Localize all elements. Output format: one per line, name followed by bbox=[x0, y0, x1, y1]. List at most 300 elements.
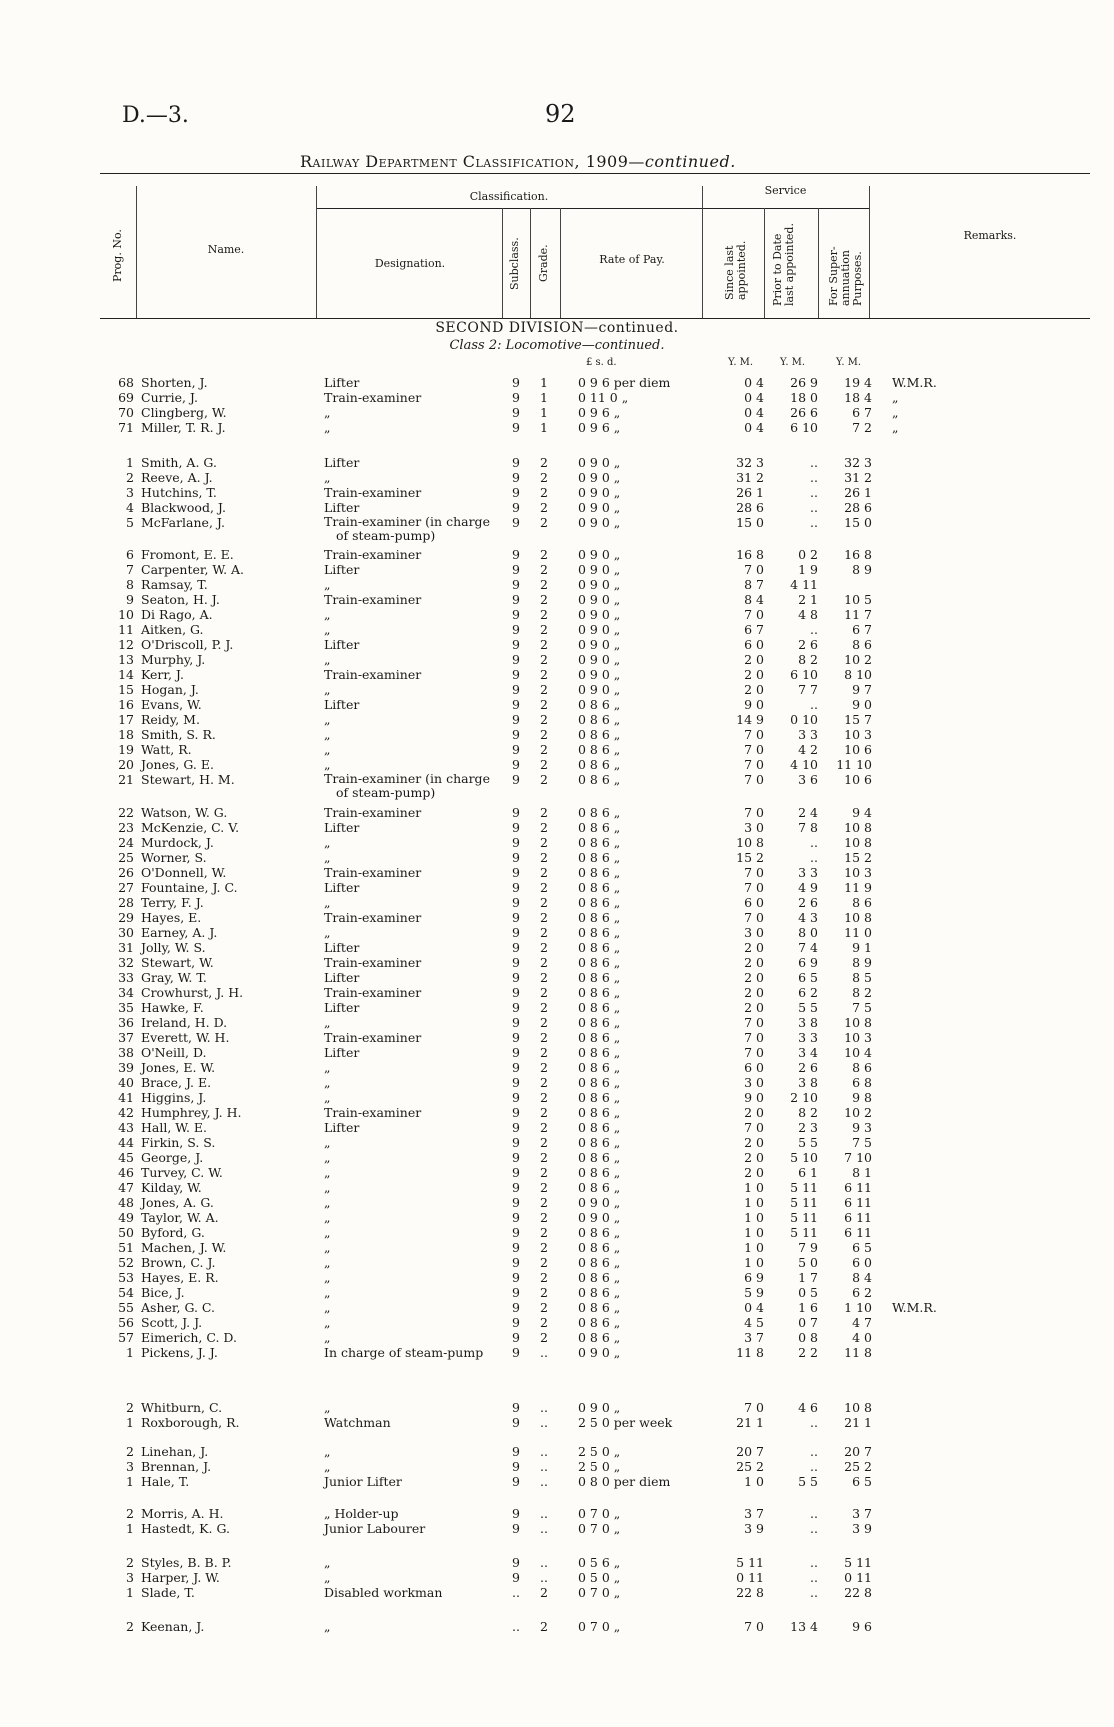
row-remarks: „ bbox=[892, 390, 899, 405]
row-since-last: 7 0 bbox=[744, 865, 764, 880]
row-name: Hale, T. bbox=[141, 1474, 190, 1489]
row-prog-no: 1 bbox=[126, 1345, 134, 1360]
row-rate: 0 8 6 „ bbox=[578, 757, 621, 772]
row-superannuation: 10 8 bbox=[844, 835, 872, 850]
row-designation: „ bbox=[324, 1255, 331, 1270]
row-prog-no: 14 bbox=[118, 667, 134, 682]
row-designation: „ bbox=[324, 727, 331, 742]
row-grade: .. bbox=[540, 1345, 548, 1360]
col-header-name: Name. bbox=[207, 243, 245, 256]
row-grade: 2 bbox=[540, 955, 548, 970]
row-since-last: 2 0 bbox=[744, 985, 764, 1000]
row-designation: Train-examiner bbox=[324, 865, 422, 880]
row-superannuation: 9 7 bbox=[852, 682, 872, 697]
row-superannuation: 9 8 bbox=[852, 1090, 872, 1105]
row-grade: 2 bbox=[540, 1195, 548, 1210]
row-since-last: 7 0 bbox=[744, 1400, 764, 1415]
col-header-designation: Designation. bbox=[374, 257, 446, 270]
row-prior: 4 8 bbox=[798, 607, 818, 622]
row-rate: 2 5 0 per week bbox=[578, 1415, 673, 1430]
row-designation: Lifter bbox=[324, 455, 360, 470]
row-subclass: 9 bbox=[512, 1105, 520, 1120]
row-subclass: 9 bbox=[512, 622, 520, 637]
col-header-classification: Classification. bbox=[469, 190, 549, 203]
row-rate: 0 9 0 „ bbox=[578, 652, 621, 667]
row-designation: Lifter bbox=[324, 820, 360, 835]
row-subclass: 9 bbox=[512, 1555, 520, 1570]
row-name: George, J. bbox=[141, 1150, 204, 1165]
row-since-last: 2 0 bbox=[744, 955, 764, 970]
table-row bbox=[0, 577, 1114, 592]
row-since-last: 6 9 bbox=[744, 1270, 764, 1285]
row-designation: „ bbox=[324, 757, 331, 772]
row-superannuation: 9 4 bbox=[852, 805, 872, 820]
row-rate: 0 9 0 „ bbox=[578, 592, 621, 607]
row-name: Everett, W. H. bbox=[141, 1030, 230, 1045]
table-row bbox=[0, 1555, 1114, 1570]
row-grade: 2 bbox=[540, 850, 548, 865]
row-designation: „ bbox=[324, 1015, 331, 1030]
row-prior: 7 9 bbox=[798, 1240, 818, 1255]
row-name: Currie, J. bbox=[141, 390, 198, 405]
row-subclass: 9 bbox=[512, 1240, 520, 1255]
row-prog-no: 54 bbox=[118, 1285, 134, 1300]
row-prior: 6 2 bbox=[798, 985, 818, 1000]
table-row bbox=[0, 895, 1114, 910]
row-since-last: 16 8 bbox=[736, 547, 764, 562]
row-since-last: 25 2 bbox=[736, 1459, 764, 1474]
row-since-last: 2 0 bbox=[744, 1105, 764, 1120]
row-since-last: 7 0 bbox=[744, 1030, 764, 1045]
row-name: Fromont, E. E. bbox=[141, 547, 234, 562]
row-prog-no: 4 bbox=[126, 500, 134, 515]
row-name: Keenan, J. bbox=[141, 1619, 205, 1634]
row-prior: .. bbox=[810, 1521, 818, 1536]
row-superannuation: 10 2 bbox=[844, 1105, 872, 1120]
table-row bbox=[0, 865, 1114, 880]
row-prior: 26 9 bbox=[790, 375, 818, 390]
row-since-last: 10 8 bbox=[736, 835, 764, 850]
row-name: Crowhurst, J. H. bbox=[141, 985, 244, 1000]
row-designation: „ bbox=[324, 1240, 331, 1255]
row-superannuation: 3 7 bbox=[852, 1506, 872, 1521]
row-rate: 0 8 6 „ bbox=[578, 1225, 621, 1240]
row-prior: 5 11 bbox=[790, 1210, 818, 1225]
row-superannuation: 18 4 bbox=[844, 390, 872, 405]
row-prog-no: 8 bbox=[126, 577, 134, 592]
row-superannuation: 6 11 bbox=[844, 1180, 872, 1195]
row-prior: .. bbox=[810, 455, 818, 470]
row-prog-no: 30 bbox=[118, 925, 134, 940]
row-rate: 0 9 0 „ bbox=[578, 1345, 621, 1360]
table-row bbox=[0, 1015, 1114, 1030]
row-rate: 0 8 6 „ bbox=[578, 1135, 621, 1150]
row-designation: „ bbox=[324, 925, 331, 940]
row-designation: Lifter bbox=[324, 375, 360, 390]
table-row bbox=[0, 1585, 1114, 1600]
row-designation: „ bbox=[324, 607, 331, 622]
row-name: Kerr, J. bbox=[141, 667, 184, 682]
row-grade: 2 bbox=[540, 772, 548, 787]
row-since-last: 6 7 bbox=[744, 622, 764, 637]
row-prog-no: 18 bbox=[118, 727, 134, 742]
row-grade: 2 bbox=[540, 880, 548, 895]
row-rate: 0 8 6 „ bbox=[578, 1255, 621, 1270]
row-since-last: 3 9 bbox=[744, 1521, 764, 1536]
row-prog-no: 3 bbox=[126, 1459, 134, 1474]
row-grade: .. bbox=[540, 1506, 548, 1521]
row-since-last: 26 1 bbox=[736, 485, 764, 500]
table-row bbox=[0, 850, 1114, 865]
row-name: Linehan, J. bbox=[141, 1444, 209, 1459]
table-row bbox=[0, 1030, 1114, 1045]
row-grade: 2 bbox=[540, 835, 548, 850]
row-rate: 0 8 6 „ bbox=[578, 940, 621, 955]
row-prog-no: 3 bbox=[126, 1570, 134, 1585]
row-superannuation: 6 8 bbox=[852, 1075, 872, 1090]
row-rate: 0 7 0 „ bbox=[578, 1506, 621, 1521]
page-title-continued: continued. bbox=[644, 152, 736, 171]
row-name: Blackwood, J. bbox=[141, 500, 226, 515]
row-superannuation: 10 3 bbox=[844, 727, 872, 742]
row-superannuation: 8 2 bbox=[852, 985, 872, 1000]
table-row bbox=[0, 985, 1114, 1000]
table-row bbox=[0, 1255, 1114, 1270]
row-prog-no: 47 bbox=[118, 1180, 134, 1195]
row-rate: 0 8 6 „ bbox=[578, 880, 621, 895]
row-designation: Train-examiner bbox=[324, 667, 422, 682]
table-row bbox=[0, 1285, 1114, 1300]
row-designation: „ bbox=[324, 1180, 331, 1195]
row-grade: 2 bbox=[540, 455, 548, 470]
row-rate: 0 9 0 „ bbox=[578, 562, 621, 577]
row-grade: 2 bbox=[540, 1270, 548, 1285]
class-title: Class 2: Locomotive—continued. bbox=[449, 338, 665, 353]
table-row bbox=[0, 1225, 1114, 1240]
row-since-last: 7 0 bbox=[744, 910, 764, 925]
row-prior: 13 4 bbox=[790, 1619, 818, 1634]
row-subclass: 9 bbox=[512, 405, 520, 420]
row-rate: 0 9 6 „ bbox=[578, 405, 621, 420]
row-since-last: 4 5 bbox=[744, 1315, 764, 1330]
row-grade: 2 bbox=[540, 515, 548, 530]
row-superannuation: 6 7 bbox=[852, 622, 872, 637]
row-prog-no: 33 bbox=[118, 970, 134, 985]
table-row bbox=[0, 1135, 1114, 1150]
row-designation: „ bbox=[324, 850, 331, 865]
row-rate: 0 5 6 „ bbox=[578, 1555, 621, 1570]
row-subclass: 9 bbox=[512, 712, 520, 727]
row-since-last: 7 0 bbox=[744, 1120, 764, 1135]
row-prior: 3 4 bbox=[798, 1045, 818, 1060]
row-designation: Train-examiner bbox=[324, 805, 422, 820]
row-designation: Lifter bbox=[324, 880, 360, 895]
row-subclass: 9 bbox=[512, 1400, 520, 1415]
row-prog-no: 69 bbox=[118, 390, 134, 405]
row-since-last: 20 7 bbox=[736, 1444, 764, 1459]
row-since-last: 21 1 bbox=[736, 1415, 764, 1430]
row-rate: 0 9 0 „ bbox=[578, 577, 621, 592]
row-prog-no: 24 bbox=[118, 835, 134, 850]
row-since-last: 2 0 bbox=[744, 1135, 764, 1150]
row-since-last: 15 2 bbox=[736, 850, 764, 865]
row-superannuation: 8 9 bbox=[852, 562, 872, 577]
row-since-last: 6 0 bbox=[744, 1060, 764, 1075]
row-rate: 0 8 6 „ bbox=[578, 1045, 621, 1060]
row-subclass: .. bbox=[512, 1619, 520, 1634]
table-row bbox=[0, 1506, 1114, 1521]
row-prog-no: 43 bbox=[118, 1120, 134, 1135]
row-grade: 2 bbox=[540, 1225, 548, 1240]
row-rate: 0 7 0 „ bbox=[578, 1619, 621, 1634]
row-designation: Train-examiner bbox=[324, 1030, 422, 1045]
row-subclass: 9 bbox=[512, 1521, 520, 1536]
row-grade: .. bbox=[540, 1474, 548, 1489]
row-prog-no: 7 bbox=[126, 562, 134, 577]
row-rate: 0 7 0 „ bbox=[578, 1585, 621, 1600]
row-prior: 5 0 bbox=[798, 1255, 818, 1270]
row-since-last: 2 0 bbox=[744, 1000, 764, 1015]
row-since-last: 2 0 bbox=[744, 682, 764, 697]
row-designation: Watchman bbox=[324, 1415, 391, 1430]
row-grade: 2 bbox=[540, 1135, 548, 1150]
row-prog-no: 41 bbox=[118, 1090, 134, 1105]
row-subclass: 9 bbox=[512, 470, 520, 485]
row-superannuation: 6 7 bbox=[852, 405, 872, 420]
row-rate: 0 8 6 „ bbox=[578, 727, 621, 742]
row-since-last: 1 0 bbox=[744, 1180, 764, 1195]
row-designation: Junior Labourer bbox=[324, 1521, 426, 1536]
row-grade: 2 bbox=[540, 1045, 548, 1060]
row-name: Worner, S. bbox=[141, 850, 207, 865]
table-row bbox=[0, 1120, 1114, 1135]
row-superannuation: 10 8 bbox=[844, 1015, 872, 1030]
row-rate: 0 9 0 „ bbox=[578, 1210, 621, 1225]
row-prog-no: 70 bbox=[118, 405, 134, 420]
row-name: Brown, C. J. bbox=[141, 1255, 216, 1270]
row-superannuation: 7 5 bbox=[852, 1135, 872, 1150]
row-superannuation: 7 5 bbox=[852, 1000, 872, 1015]
units-rate: £ s. d. bbox=[586, 357, 617, 368]
row-name: Styles, B. B. P. bbox=[141, 1555, 232, 1570]
table-row bbox=[0, 1444, 1114, 1459]
row-prog-no: 34 bbox=[118, 985, 134, 1000]
row-name: Clingberg, W. bbox=[141, 405, 227, 420]
row-designation: „ bbox=[324, 577, 331, 592]
row-subclass: 9 bbox=[512, 865, 520, 880]
row-designation: Lifter bbox=[324, 1120, 360, 1135]
row-grade: 2 bbox=[540, 712, 548, 727]
row-prog-no: 28 bbox=[118, 895, 134, 910]
row-prior: 0 5 bbox=[798, 1285, 818, 1300]
table-row bbox=[0, 667, 1114, 682]
row-superannuation: 7 10 bbox=[844, 1150, 872, 1165]
row-designation: „ bbox=[324, 1060, 331, 1075]
row-name: Reidy, M. bbox=[141, 712, 200, 727]
row-grade: 2 bbox=[540, 940, 548, 955]
row-designation: Train-examiner bbox=[324, 955, 422, 970]
row-since-last: 8 4 bbox=[744, 592, 764, 607]
row-prog-no: 2 bbox=[126, 1444, 134, 1459]
row-prior: 2 2 bbox=[798, 1345, 818, 1360]
table-row bbox=[0, 925, 1114, 940]
table-row bbox=[0, 1345, 1114, 1360]
row-designation: „ bbox=[324, 712, 331, 727]
row-rate: 0 8 6 „ bbox=[578, 1075, 621, 1090]
table-row bbox=[0, 1315, 1114, 1330]
row-name: Smith, A. G. bbox=[141, 455, 217, 470]
row-rate: 0 9 6 per diem bbox=[578, 375, 671, 390]
row-designation: „ bbox=[324, 622, 331, 637]
row-prior: .. bbox=[810, 1585, 818, 1600]
units-prior: Y. M. bbox=[780, 357, 806, 368]
row-prior: 5 5 bbox=[798, 1135, 818, 1150]
row-since-last: 9 0 bbox=[744, 697, 764, 712]
row-grade: 2 bbox=[540, 682, 548, 697]
units-since: Y. M. bbox=[728, 357, 754, 368]
row-subclass: 9 bbox=[512, 1195, 520, 1210]
row-name: Ireland, H. D. bbox=[141, 1015, 228, 1030]
row-prior: 4 2 bbox=[798, 742, 818, 757]
row-prior: 3 3 bbox=[798, 1030, 818, 1045]
row-rate: 0 8 6 „ bbox=[578, 1285, 621, 1300]
row-prior: 4 10 bbox=[790, 757, 818, 772]
row-grade: 2 bbox=[540, 577, 548, 592]
row-subclass: 9 bbox=[512, 390, 520, 405]
row-grade: .. bbox=[540, 1521, 548, 1536]
row-since-last: 2 0 bbox=[744, 652, 764, 667]
row-name: Di Rago, A. bbox=[141, 607, 213, 622]
row-designation: „ bbox=[324, 1225, 331, 1240]
row-prog-no: 52 bbox=[118, 1255, 134, 1270]
row-name: Seaton, H. J. bbox=[141, 592, 220, 607]
row-prog-no: 12 bbox=[118, 637, 134, 652]
row-prog-no: 1 bbox=[126, 1521, 134, 1536]
row-superannuation: 6 0 bbox=[852, 1255, 872, 1270]
row-prior: 2 10 bbox=[790, 1090, 818, 1105]
row-superannuation: 19 4 bbox=[844, 375, 872, 390]
row-grade: 2 bbox=[540, 805, 548, 820]
row-prior: .. bbox=[810, 500, 818, 515]
row-designation: Train-examiner bbox=[324, 485, 422, 500]
row-prior: 3 6 bbox=[798, 772, 818, 787]
row-name: Jolly, W. S. bbox=[141, 940, 206, 955]
row-prior: 1 7 bbox=[798, 1270, 818, 1285]
row-since-last: 1 0 bbox=[744, 1225, 764, 1240]
row-superannuation: 20 7 bbox=[844, 1444, 872, 1459]
row-subclass: 9 bbox=[512, 1165, 520, 1180]
row-name: Ramsay, T. bbox=[141, 577, 208, 592]
row-designation: „ bbox=[324, 1300, 331, 1315]
row-superannuation: 25 2 bbox=[844, 1459, 872, 1474]
row-prior: 5 5 bbox=[798, 1000, 818, 1015]
row-name: Bice, J. bbox=[141, 1285, 185, 1300]
row-name: Asher, G. C. bbox=[141, 1300, 216, 1315]
row-prior: .. bbox=[810, 470, 818, 485]
row-subclass: 9 bbox=[512, 577, 520, 592]
row-rate: 0 8 6 „ bbox=[578, 970, 621, 985]
row-superannuation: 8 6 bbox=[852, 895, 872, 910]
row-grade: 2 bbox=[540, 652, 548, 667]
row-prog-no: 1 bbox=[126, 1585, 134, 1600]
row-since-last: 2 0 bbox=[744, 970, 764, 985]
row-since-last: 0 11 bbox=[736, 1570, 764, 1585]
row-grade: 2 bbox=[540, 500, 548, 515]
row-superannuation: 10 4 bbox=[844, 1045, 872, 1060]
row-name: Gray, W. T. bbox=[141, 970, 207, 985]
row-grade: 2 bbox=[540, 1240, 548, 1255]
row-rate: 0 8 6 „ bbox=[578, 850, 621, 865]
row-name: Byford, G. bbox=[141, 1225, 205, 1240]
row-name: Slade, T. bbox=[141, 1585, 195, 1600]
row-since-last: 7 0 bbox=[744, 880, 764, 895]
row-name: Brace, J. E. bbox=[141, 1075, 212, 1090]
row-superannuation: 10 8 bbox=[844, 910, 872, 925]
row-designation: Lifter bbox=[324, 1000, 360, 1015]
row-grade: .. bbox=[540, 1415, 548, 1430]
row-grade: 2 bbox=[540, 1585, 548, 1600]
row-name: Whitburn, C. bbox=[141, 1400, 223, 1415]
row-prior: 2 6 bbox=[798, 637, 818, 652]
row-prior: 0 8 bbox=[798, 1330, 818, 1345]
row-subclass: 9 bbox=[512, 835, 520, 850]
row-since-last: 7 0 bbox=[744, 1015, 764, 1030]
row-prior: 1 6 bbox=[798, 1300, 818, 1315]
page-reference: D.—3. bbox=[122, 103, 189, 128]
row-rate: 0 8 6 „ bbox=[578, 1270, 621, 1285]
row-designation: „ bbox=[324, 1165, 331, 1180]
row-superannuation: 8 10 bbox=[844, 667, 872, 682]
row-since-last: 5 9 bbox=[744, 1285, 764, 1300]
row-prog-no: 45 bbox=[118, 1150, 134, 1165]
row-prog-no: 16 bbox=[118, 697, 134, 712]
table-row bbox=[0, 390, 1114, 405]
row-prog-no: 23 bbox=[118, 820, 134, 835]
row-designation: „ bbox=[324, 420, 331, 435]
row-prog-no: 17 bbox=[118, 712, 134, 727]
row-superannuation: 10 6 bbox=[844, 742, 872, 757]
row-since-last: 1 0 bbox=[744, 1255, 764, 1270]
row-subclass: 9 bbox=[512, 850, 520, 865]
row-prior: .. bbox=[810, 485, 818, 500]
row-grade: 2 bbox=[540, 1300, 548, 1315]
row-superannuation: 0 11 bbox=[844, 1570, 872, 1585]
row-name: Murphy, J. bbox=[141, 652, 206, 667]
row-since-last: 0 4 bbox=[744, 405, 764, 420]
row-rate: 0 9 0 „ bbox=[578, 667, 621, 682]
row-subclass: 9 bbox=[512, 420, 520, 435]
row-superannuation: 28 6 bbox=[844, 500, 872, 515]
row-prog-no: 9 bbox=[126, 592, 134, 607]
table-row bbox=[0, 1400, 1114, 1415]
row-since-last: 31 2 bbox=[736, 470, 764, 485]
table-row bbox=[0, 562, 1114, 577]
row-prior: .. bbox=[810, 835, 818, 850]
row-name: Reeve, A. J. bbox=[141, 470, 213, 485]
row-prog-no: 1 bbox=[126, 455, 134, 470]
row-rate: 0 11 0 „ bbox=[578, 390, 629, 405]
table-row bbox=[0, 940, 1114, 955]
row-name: Eimerich, C. D. bbox=[141, 1330, 237, 1345]
row-prog-no: 2 bbox=[126, 1619, 134, 1634]
row-designation: „ bbox=[324, 1459, 331, 1474]
row-rate: 0 9 0 „ bbox=[578, 607, 621, 622]
table-row bbox=[0, 375, 1114, 390]
table-row bbox=[0, 835, 1114, 850]
row-prior: 4 11 bbox=[790, 577, 818, 592]
row-rate: 0 5 0 „ bbox=[578, 1570, 621, 1585]
row-rate: 0 8 6 „ bbox=[578, 1105, 621, 1120]
